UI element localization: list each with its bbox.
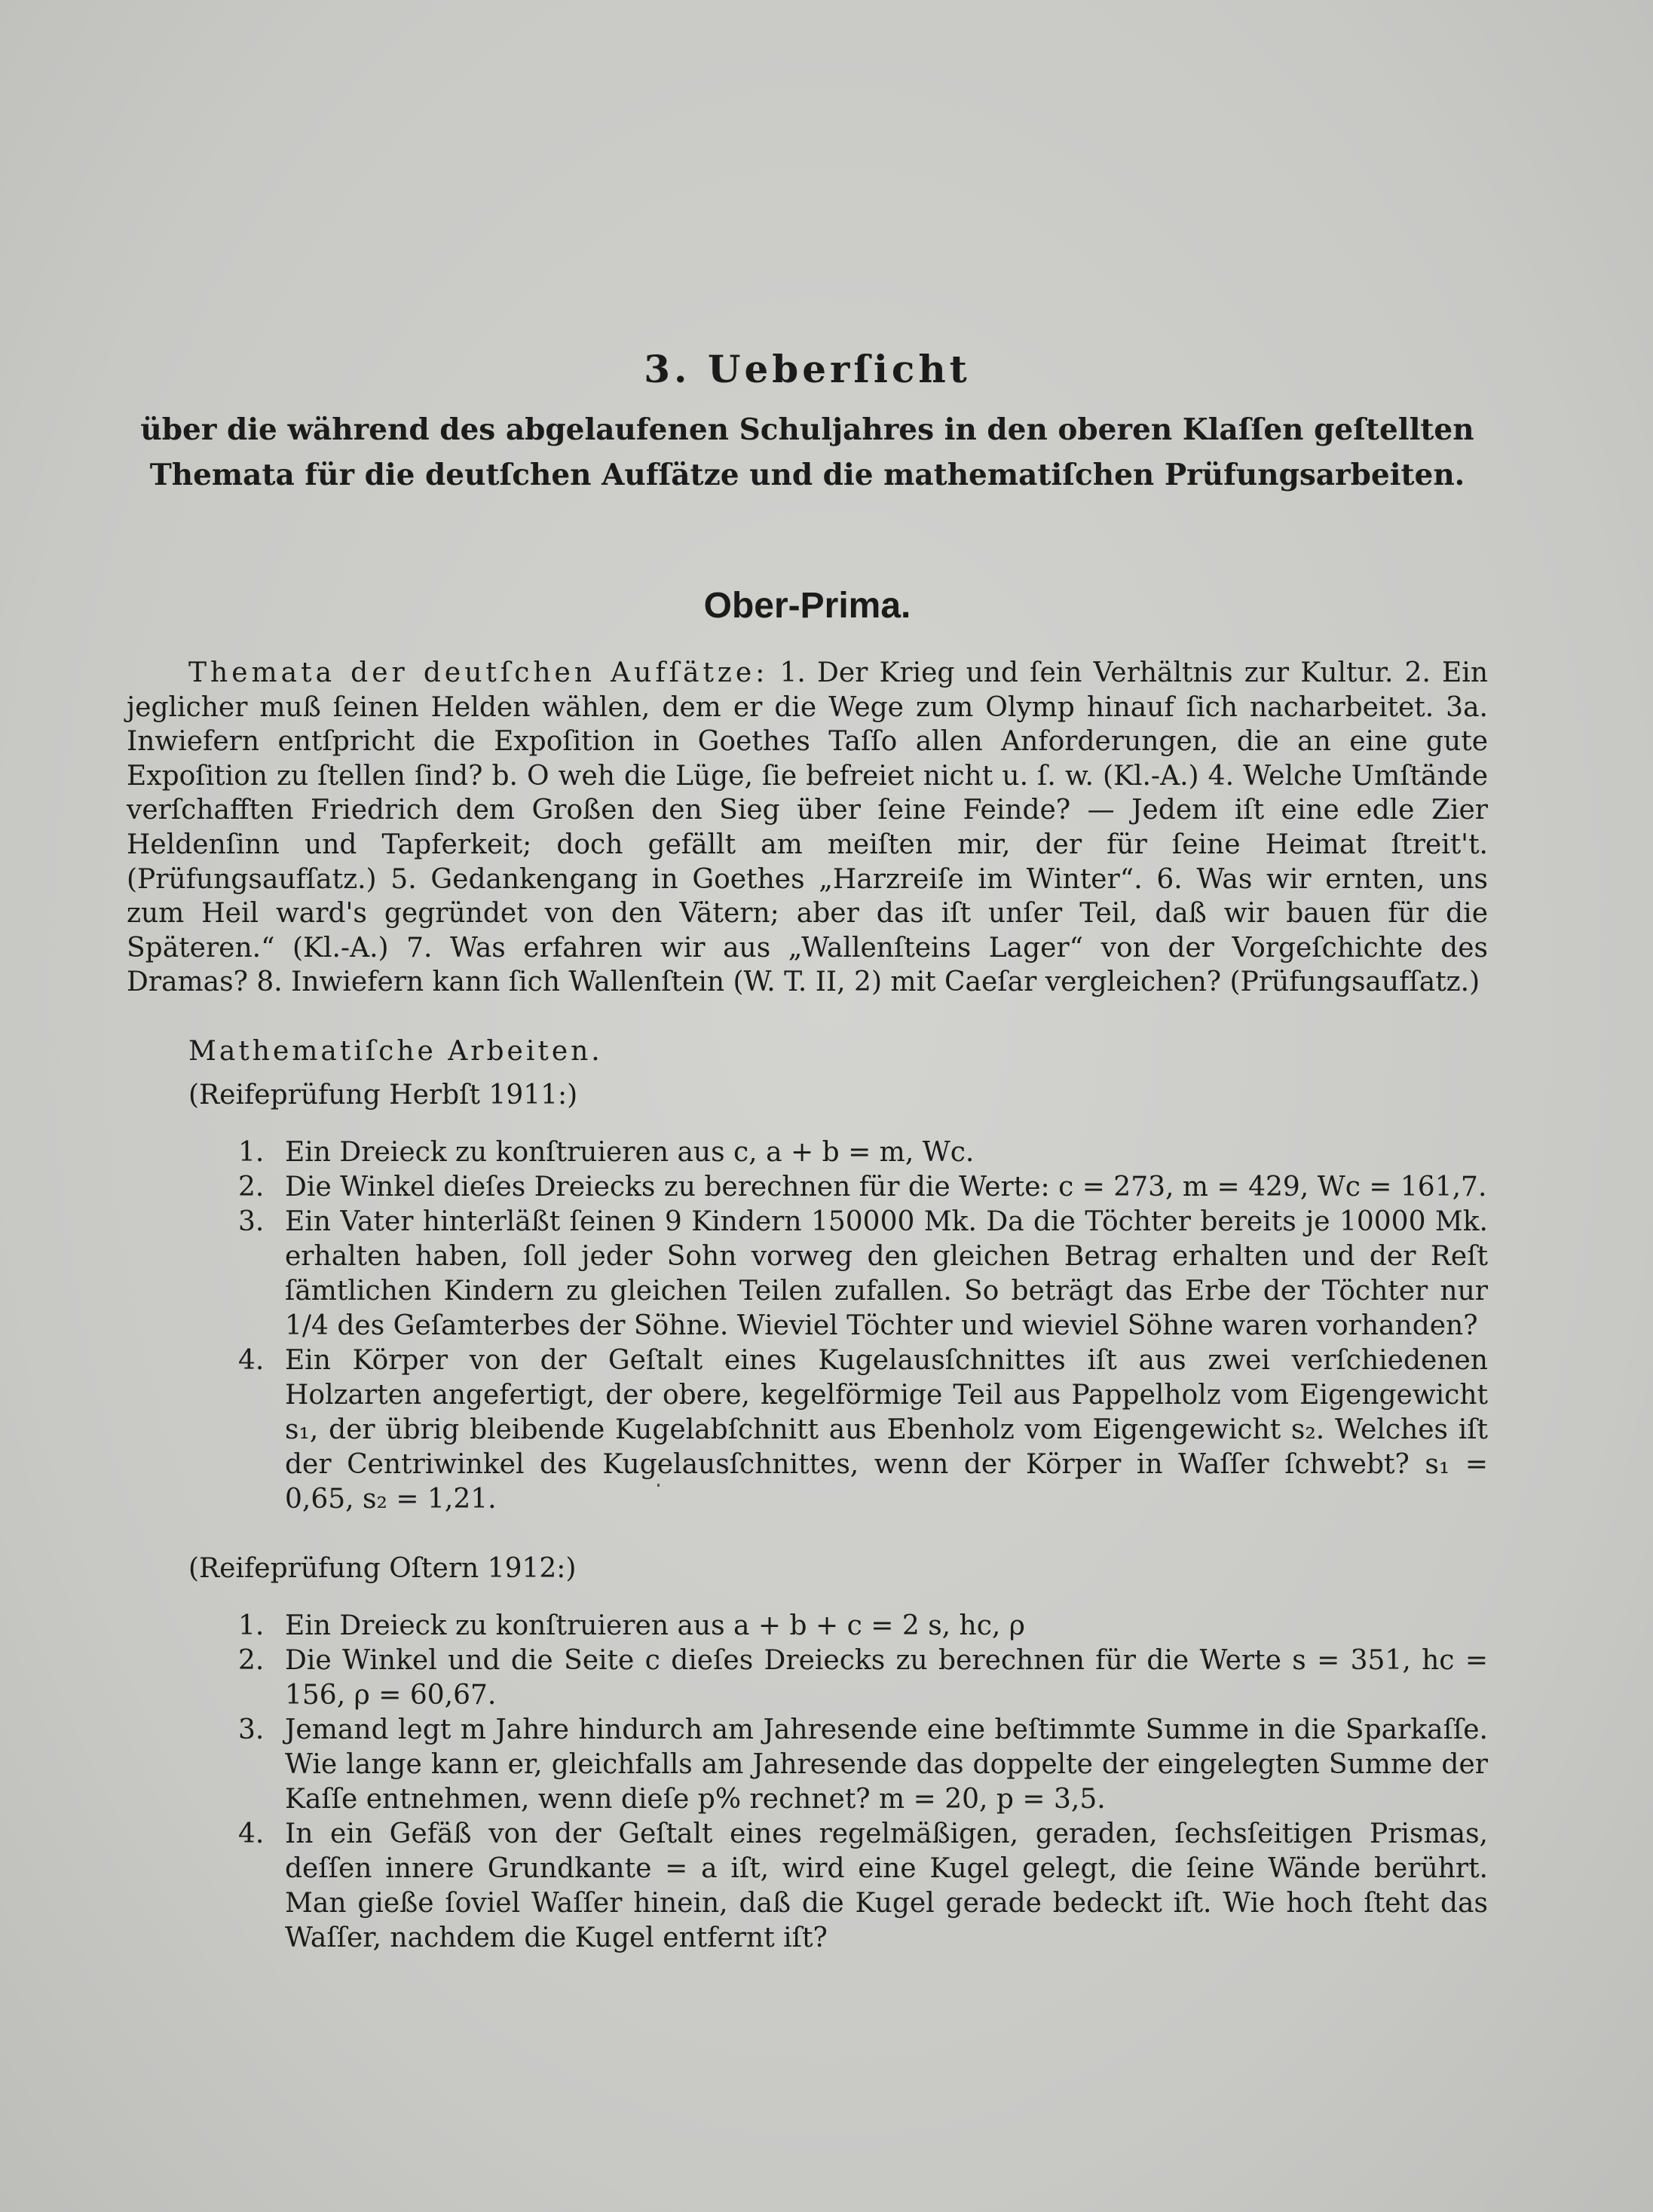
task-item [127,1170,1488,1205]
section-title: Ober-Prima. [703,586,911,626]
task-text: Ein Dreieck zu konſtruieren aus a + b + c = 2 s, hc, ρ [285,1610,1025,1641]
task-text: Ein Dreieck zu konſtruieren aus c, a + b = m, Wc. [285,1136,975,1168]
task-list-easter-1912 [127,1609,1488,1956]
print-speck [657,1484,660,1487]
task-text: In ein Gefäß von der Geſtalt eines regelmäßigen, geraden, ſechsſeitigen Prismas, deſſen innere Grundkante = a iſt, wird eine Kugel gelegt, die ſeine Wände berührt. Man gieße ſoviel Waſſer hinein, daß die Kugel gerade bedeckt iſt. Wie hoch ſteht das Waſſer, nachdem die Kugel entfernt iſt? [285,1818,1488,1953]
task-item [127,1713,1488,1817]
task-number: 4. [238,1344,265,1376]
overview-subtitle [127,407,1488,498]
task-item [127,1135,1488,1170]
task-item [127,1817,1488,1956]
task-number: 1. [238,1610,265,1641]
task-item [127,1343,1488,1517]
overview-subtitle-line-2: Themata für die deutſchen Aufſätze und die mathematiſchen Prüfungsarbeiten. [149,458,1465,492]
task-list-autumn-1911 [127,1135,1488,1517]
task-text: Die Winkel und die Seite c dieſes Dreiecks zu berechnen für die Werte s = 351, hc = 156, ρ = 60,67. [285,1644,1488,1711]
task-text: Ein Körper von der Geſtalt eines Kugelausſchnittes iſt aus zwei verſchiedenen Holzarten angefertigt, der obere, kegelförmige Teil aus Pappelholz vom Eigengewicht s₁, der übrig bleibende Kugelabſchnitt aus Ebenholz vom Eigengewicht s₂. Welches iſt der Centriwinkel des Kugelausſchnittes, wenn der Körper in Waſſer ſchwebt? s₁ = 0,65, s₂ = 1,21. [285,1344,1488,1515]
task-number: 3. [238,1206,265,1237]
german-essays-text: 1. Der Krieg und ſein Verhältnis zur Kultur. 2. Ein jeglicher muß ſeinen Helden wählen, dem er die Wege zum Olymp hinauf ſich nacharbeitet. 3a. Inwiefern entſpricht die Expoſition in Goethes Taſſo allen Anforderungen, die an eine gute Expoſition zu ſtellen ſind? b. O weh die Lüge, ſie befreiet nicht u. ſ. w. (Kl.-A.) 4. Welche Umſtände verſchafften Friedrich dem Großen den Sieg über ſeine Feinde? — Jedem iſt eine edle Zier Heldenſinn und Tapferkeit; doch gefällt am meiſten mir, der für ſeine Heimat ſtreit't. (Prüfungsaufſatz.) 5. Gedankengang in Goethes „Harzreiſe im Winter“. 6. Was wir ernten, uns zum Heil ward's gegründet von den Vätern; aber das iſt unſer Teil, daß wir bauen für die Späteren.“ (Kl.-A.) 7. Was erfahren wir aus „Wallenſteins Lager“ von der Vorgeſchichte des Dramas? 8. Inwiefern kann ſich Wallenſtein (W. T. II, 2) mit Caeſar vergleichen? (Prüfungsaufſatz.) [127,657,1489,998]
task-item [127,1644,1488,1713]
task-text: Jemand legt m Jahre hindurch am Jahresende eine beſtimmte Summe in die Sparkaſſe. Wie lange kann er, gleichfalls am Jahresende das doppelte der eingelegten Summe der Kaſſe entnehmen, wenn dieſe p% rechnet? m = 20, p = 3,5. [285,1714,1488,1815]
overview-subtitle-line-1: über die während des abgelaufenen Schuljahres in den oberen Klaſſen geſtellten [140,412,1474,447]
task-text: Die Winkel dieſes Dreiecks zu berechnen für die Werte: c = 273, m = 429, Wc = 161,7. [285,1171,1487,1203]
task-item [127,1609,1488,1644]
exam-heading-easter-1912: (Reifeprüfung Oſtern 1912:) [188,1552,577,1584]
task-number: 4. [238,1818,265,1849]
task-item [127,1205,1488,1343]
page-content [127,347,1488,1956]
task-number: 2. [238,1171,265,1203]
task-number: 1. [238,1136,265,1168]
task-number: 2. [238,1644,265,1676]
task-text: Ein Vater hinterläßt ſeinen 9 Kindern 150000 Mk. Da die Töchter bereits je 10000 Mk. erhalten haben, ſoll jeder Sohn vorweg den gleichen Betrag erhalten und der Reſt ſämtlichen Kindern zu gleichen Teilen zufallen. So beträgt das Erbe der Töchter nur 1/4 des Geſamterbes der Söhne. Wieviel Töchter und wieviel Söhne waren vorhanden? [285,1206,1488,1341]
overview-title: 3. Ueberſicht [644,347,971,391]
german-essays-lead: Themata der deutſchen Aufſätze: [188,657,769,688]
exam-heading-autumn-1911: (Reifeprüfung Herbſt 1911:) [188,1079,578,1111]
math-heading: Mathematiſche Arbeiten. [188,1035,603,1067]
german-essays-paragraph [127,656,1488,1000]
task-number: 3. [238,1714,265,1745]
